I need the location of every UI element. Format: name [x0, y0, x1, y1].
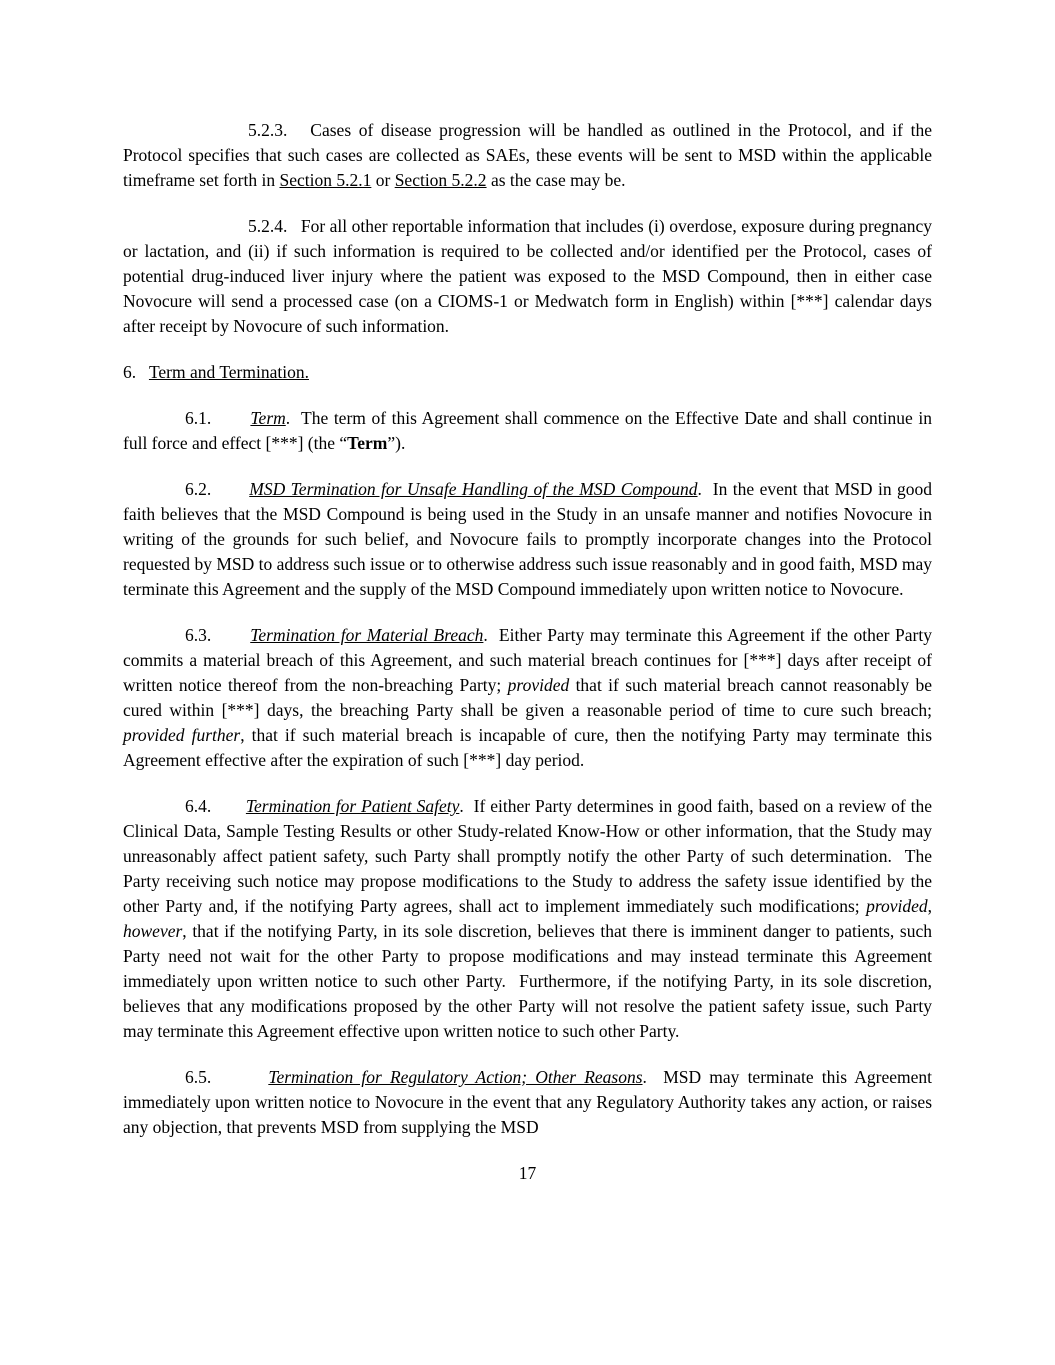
text-run: . If either Party determines in good faith, based on a review of the Clinical Data, Sample Testing Results or other Study-related Know-How or other information, that the Study may unreasonably affect patient safety, such Party shall promptly notify the other Party of such determination. The Party receiving such notice may propose modifications to the Study to address the safety issue identified by the other Party and, if the notifying Party agrees, shall act to implement immediately such modifications; [123, 796, 932, 916]
text-run: Termination for Material Breach [250, 625, 484, 645]
text-run: Term [250, 408, 286, 428]
paragraph-6-4-termination-patient-safety [123, 794, 932, 1044]
text-run: however [123, 921, 183, 941]
text-run: . MSD may terminate this Agreement immediately upon written notice to Novocure in the event that any Regulatory Authority takes any action, or raises any objection, that prevents MSD from supplying the MSD [123, 1067, 933, 1137]
paragraph-5-2-4 [123, 214, 932, 339]
text-run: 6.2. [185, 479, 250, 499]
text-run: Term and Termination. [148, 362, 309, 382]
text-run: Termination for Regulatory Action; Other Reasons [268, 1067, 643, 1087]
text-run: 6. [123, 362, 149, 382]
page-number: 17 [518, 1163, 537, 1183]
text-run: MSD Termination for Unsafe Handling of the MSD Compound [249, 479, 698, 499]
text-run: 6.1. [185, 408, 251, 428]
text-run: , [927, 896, 932, 916]
text-run: . In the event that MSD in good faith believes that the MSD Compound is being used in the Study in an unsafe manner and notifies Novocure in writing of the grounds for such belief, and Novocure fails to promptly incorporate changes into the Protocol requested by MSD to address such issue or to otherwise address such issue reasonably and in good faith, MSD may terminate this Agreement and the supply of the MSD Compound immediately upon written notice to Novocure. [123, 479, 933, 599]
text-run: ”). [387, 433, 406, 453]
text-run: 6.4. [185, 796, 246, 816]
text-run: Termination for Patient Safety [245, 796, 460, 816]
paragraph-6-5-termination-regulatory-action [123, 1065, 932, 1140]
text-run: 6.5. [185, 1067, 269, 1087]
text-run: 5.2.4. For all other reportable information that includes (i) overdose, exposure during pregnancy or lactation, and (ii) if such information is required to be collected and/or identified per the Protocol, cases of potential drug-induced liver injury where the patient was exposed to the MSD Compound, then in either case Novocure will send a processed case (on a CIOMS-1 or Medwatch form in English) within [***] calendar days after receipt by Novocure of such information. [123, 216, 932, 336]
text-run: Term [347, 433, 388, 453]
text-run: . The term of this Agreement shall commence on the Effective Date and shall continue in full force and effect [***] (the “ [123, 408, 933, 453]
text-run: provided further [123, 725, 241, 745]
section-heading-term-and-termination [123, 360, 932, 385]
paragraph-6-3-termination-material-breach [123, 623, 932, 773]
text-run: , that if such material breach is incapable of cure, then the notifying Party may terminate this Agreement effective after the expiration of such [***] day period. [123, 725, 933, 770]
text-run: provided [866, 896, 928, 916]
text-run: that if such material breach cannot reasonably be cured within [***] days, the breaching Party shall be given a reasonable period of time to cure such breach; [123, 675, 933, 720]
text-run: , that if the notifying Party, in its sole discretion, believes that there is imminent danger to patients, such Party need not wait for the other Party to propose modifications and may instead terminate this Agreement immediately upon written notice to such other Party. Furthermore, if the notifying Party, in its sole discretion, believes that any modifications proposed by the other Party will not resolve the patient safety issue, such Party may terminate this Agreement effective upon written notice to such other Party. [123, 921, 932, 1041]
text-run: . Either Party may terminate this Agreement if the other Party commits a material breach of this Agreement, and such material breach continues for [***] days after receipt of written notice thereof from the non-breaching Party; [123, 625, 932, 695]
text-run: or [371, 170, 395, 190]
text-run: Section 5.2.2 [394, 170, 487, 190]
text-run: 6.3. [185, 625, 251, 645]
text-run: Section 5.2.1 [279, 170, 372, 190]
paragraph-6-1-term [123, 406, 932, 456]
text-run: provided [507, 675, 570, 695]
paragraph-6-2-msd-termination-unsafe-handling [123, 477, 932, 602]
paragraph-5-2-3 [123, 118, 932, 193]
text-run: as the case may be. [486, 170, 626, 190]
text-run: 5.2.3. Cases of disease progression will be handled as outlined in the Protocol, and if the Protocol specifies that such cases are collected as SAEs, these events will be sent to MSD within the applicable timeframe set forth in [123, 120, 932, 190]
